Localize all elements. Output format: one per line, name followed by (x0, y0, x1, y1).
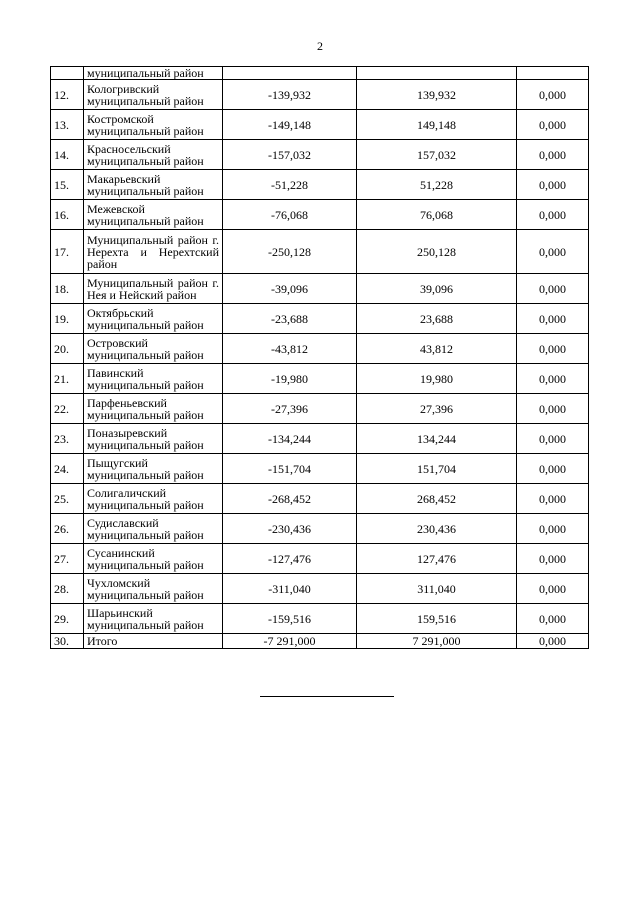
table-row (51, 424, 589, 454)
cell-v3: 0,000 (517, 274, 589, 304)
table-row (51, 110, 589, 140)
page-number: 2 (317, 39, 323, 53)
cell-name: Пыщугский муниципальный район (84, 454, 223, 484)
table-row (51, 514, 589, 544)
cell-v2: 23,688 (357, 304, 517, 334)
cell-v2: 27,396 (357, 394, 517, 424)
cell-v3: 0,000 (517, 110, 589, 140)
cell-v1: -39,096 (223, 274, 357, 304)
cell-num: 26. (51, 514, 84, 544)
cell-name: Солигаличский муниципальный район (84, 484, 223, 514)
cell-name: Сусанинский муниципальный район (84, 544, 223, 574)
cell-v3: 0,000 (517, 484, 589, 514)
cell-v1: -51,228 (223, 170, 357, 200)
cell-num: 29. (51, 604, 84, 634)
cell-name: муниципальный район (84, 67, 223, 80)
cell-num: 17. (51, 230, 84, 274)
cell-v3: 0,000 (517, 574, 589, 604)
cell-v2: 149,148 (357, 110, 517, 140)
cell-v2: 134,244 (357, 424, 517, 454)
cell-num: 16. (51, 200, 84, 230)
cell-v2: 139,932 (357, 80, 517, 110)
cell-v3: 0,000 (517, 230, 589, 274)
cell-v3: 0,000 (517, 364, 589, 394)
cell-v2: 76,068 (357, 200, 517, 230)
cell-v1: -230,436 (223, 514, 357, 544)
cell-num: 24. (51, 454, 84, 484)
cell-v2: 7 291,000 (357, 634, 517, 649)
table-row (51, 230, 589, 274)
cell-v3: 0,000 (517, 170, 589, 200)
cell-v1: -149,148 (223, 110, 357, 140)
cell-v1: -159,516 (223, 604, 357, 634)
cell-v2: 151,704 (357, 454, 517, 484)
cell-num: 22. (51, 394, 84, 424)
cell-v2: 268,452 (357, 484, 517, 514)
cell-name: Красносельский муниципальный район (84, 140, 223, 170)
cell-v2: 39,096 (357, 274, 517, 304)
cell-v1: -27,396 (223, 394, 357, 424)
cell-v1: -139,932 (223, 80, 357, 110)
cell-name: Судиславский муниципальный район (84, 514, 223, 544)
table-row (51, 334, 589, 364)
cell-num: 19. (51, 304, 84, 334)
cell-v3: 0,000 (517, 80, 589, 110)
cell-name: Костромской муниципальный район (84, 110, 223, 140)
table-row (51, 574, 589, 604)
cell-v1: -268,452 (223, 484, 357, 514)
table-row (51, 454, 589, 484)
table-row (51, 80, 589, 110)
cell-v2: 157,032 (357, 140, 517, 170)
allocation-table (50, 66, 589, 649)
cell-name: Шарьинский муниципальный район (84, 604, 223, 634)
cell-v3: 0,000 (517, 514, 589, 544)
cell-v1: -43,812 (223, 334, 357, 364)
cell-v3: 0,000 (517, 454, 589, 484)
cell-name: Межевской муниципальный район (84, 200, 223, 230)
cell-num: 13. (51, 110, 84, 140)
cell-num: 28. (51, 574, 84, 604)
cell-v2: 127,476 (357, 544, 517, 574)
cell-num: 21. (51, 364, 84, 394)
cell-v1: -127,476 (223, 544, 357, 574)
cell-v3: 0,000 (517, 140, 589, 170)
table-row (51, 604, 589, 634)
table-row (51, 140, 589, 170)
cell-v2: 311,040 (357, 574, 517, 604)
cell-v3: 0,000 (517, 634, 589, 649)
footer-divider (260, 696, 394, 697)
cell-v1: -250,128 (223, 230, 357, 274)
cell-v3: 0,000 (517, 604, 589, 634)
cell-num: 25. (51, 484, 84, 514)
cell-num (51, 67, 84, 80)
cell-name: Муниципальный район г. Нерехта и Нерехтский район (84, 230, 223, 274)
cell-name: Павинский муниципальный район (84, 364, 223, 394)
cell-v1: -134,244 (223, 424, 357, 454)
cell-v1: -23,688 (223, 304, 357, 334)
cell-v1: -151,704 (223, 454, 357, 484)
cell-v1: -7 291,000 (223, 634, 357, 649)
cell-name: Муниципальный район г. Нея и Нейский район (84, 274, 223, 304)
cell-num: 15. (51, 170, 84, 200)
cell-name: Октябрьский муниципальный район (84, 304, 223, 334)
cell-v3: 0,000 (517, 394, 589, 424)
cell-v1 (223, 67, 357, 80)
table-row (51, 394, 589, 424)
cell-num: 20. (51, 334, 84, 364)
cell-name: Макарьевский муниципальный район (84, 170, 223, 200)
cell-num: 14. (51, 140, 84, 170)
cell-name: Островский муниципальный район (84, 334, 223, 364)
table-row (51, 170, 589, 200)
cell-v3: 0,000 (517, 334, 589, 364)
cell-v2: 51,228 (357, 170, 517, 200)
table-row (51, 304, 589, 334)
cell-name: Парфеньевский муниципальный район (84, 394, 223, 424)
table-row (51, 200, 589, 230)
cell-v1: -76,068 (223, 200, 357, 230)
cell-v3 (517, 67, 589, 80)
table-row (51, 364, 589, 394)
cell-v2: 43,812 (357, 334, 517, 364)
cell-v3: 0,000 (517, 544, 589, 574)
cell-v2: 230,436 (357, 514, 517, 544)
cell-v2 (357, 67, 517, 80)
cell-v2: 19,980 (357, 364, 517, 394)
cell-name: Итого (84, 634, 223, 649)
cell-v1: -157,032 (223, 140, 357, 170)
cell-name: Кологривский муниципальный район (84, 80, 223, 110)
cell-v2: 250,128 (357, 230, 517, 274)
table-row (51, 634, 589, 649)
cell-v1: -311,040 (223, 574, 357, 604)
cell-num: 30. (51, 634, 84, 649)
table-row (51, 484, 589, 514)
cell-name: Чухломский муниципальный район (84, 574, 223, 604)
cell-v3: 0,000 (517, 200, 589, 230)
cell-num: 23. (51, 424, 84, 454)
table-row (51, 274, 589, 304)
cell-v1: -19,980 (223, 364, 357, 394)
table-row-continuation (51, 67, 589, 80)
cell-name: Поназыревский муниципальный район (84, 424, 223, 454)
cell-v3: 0,000 (517, 424, 589, 454)
cell-num: 18. (51, 274, 84, 304)
cell-num: 12. (51, 80, 84, 110)
cell-v3: 0,000 (517, 304, 589, 334)
cell-v2: 159,516 (357, 604, 517, 634)
cell-num: 27. (51, 544, 84, 574)
table-row (51, 544, 589, 574)
